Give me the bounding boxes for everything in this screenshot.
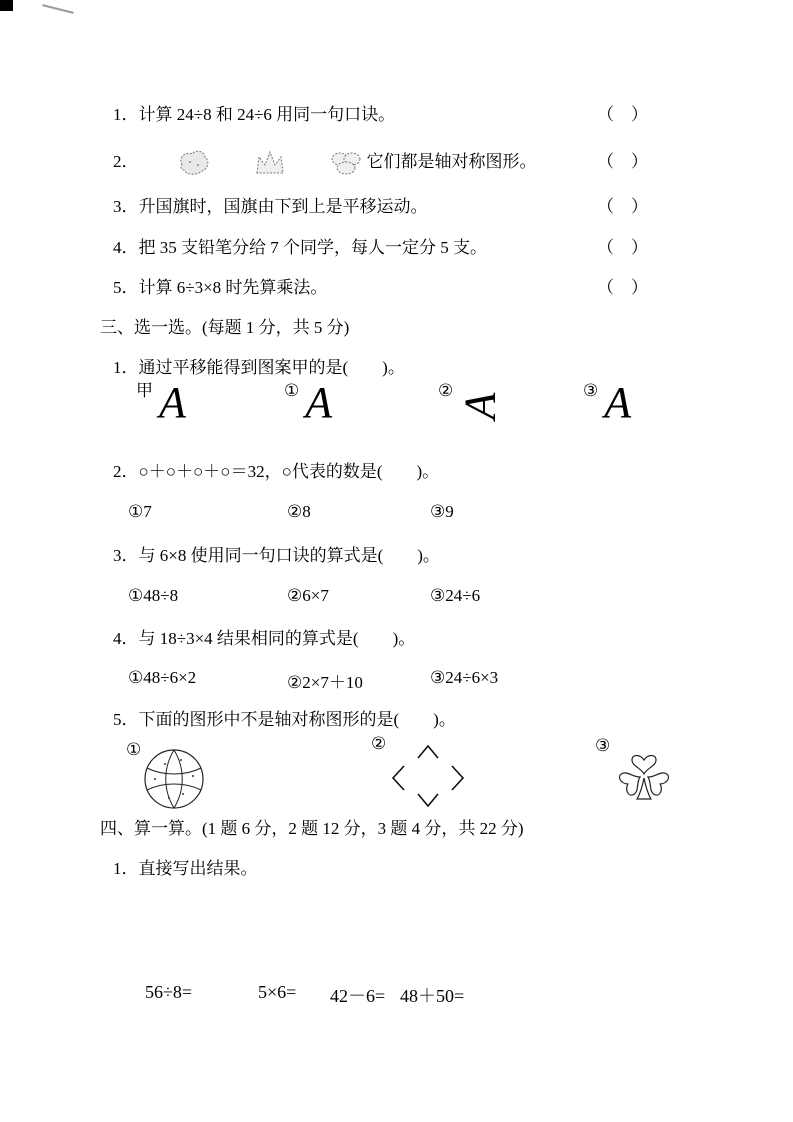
judge-item-5-text (113, 277, 327, 299)
question-4-1: 1．直接写出结果。 (113, 859, 258, 878)
calc-expression: 5×6= (258, 982, 297, 1002)
figure-label: ③ (595, 736, 611, 755)
question-3-4-options (128, 668, 688, 692)
scan-scratch-artifact (42, 4, 74, 14)
section-3-title: 三、选一选。(每题 1 分，共 5 分) (100, 318, 350, 337)
judge-item-5 (113, 277, 648, 299)
option-3: ③24÷6×3 (430, 668, 499, 687)
judge-item-4-text (113, 237, 487, 259)
calc-expression: 48＋50= (400, 986, 465, 1006)
chevron-diamond-icon (388, 742, 468, 810)
question-3-3-options (128, 586, 688, 610)
judge-item-2-text (113, 125, 537, 199)
figure-label: ② (438, 381, 454, 400)
question-3-2-options (128, 502, 688, 526)
letter-a-figure: A (604, 378, 632, 427)
item-number: 2． (113, 152, 139, 171)
figure-label: ② (371, 734, 387, 753)
option-2: ②6×7 (287, 586, 329, 605)
item-statement: 它们都是轴对称图形。 (366, 152, 537, 171)
figure-label: 甲 (136, 381, 153, 400)
calc-expressions-row (100, 982, 700, 1006)
figure-clover (595, 736, 676, 802)
beachball-icon (143, 748, 205, 810)
calc-expression: 42－6= (330, 986, 386, 1006)
judge-item-3 (113, 196, 648, 218)
section-4-title: 四、算一算。(1 题 6 分，2 题 12 分，3 题 4 分，共 22 分) (100, 819, 524, 838)
judge-item-1 (113, 104, 648, 126)
item-number: 5． (113, 278, 139, 297)
figure-option-2 (438, 381, 505, 435)
symmetry-sketch-blob-icon (142, 125, 212, 199)
option-1: ①48÷6×2 (128, 668, 197, 687)
figure-label: ① (126, 740, 142, 759)
letter-a-figure: A (159, 378, 186, 427)
item-number: 1． (113, 105, 139, 124)
option-3: ③24÷6 (430, 586, 481, 605)
figure-chevron-diamond (371, 734, 468, 810)
judge-item-4 (113, 237, 648, 259)
option-3: ③9 (430, 502, 454, 521)
question-3-3: 3．与 6×8 使用同一句口诀的算式是( )。 (113, 546, 440, 565)
scan-corner-artifact (0, 0, 13, 11)
option-2: ②8 (287, 502, 311, 521)
question-3-5: 5．下面的图形中不是轴对称图形的是( )。 (113, 710, 456, 729)
figure-sample-jia (136, 378, 186, 440)
figure-option-1 (284, 378, 333, 440)
letter-a-figure: A (305, 378, 333, 427)
item-statement: 计算 6÷3×8 时先算乘法。 (138, 278, 328, 297)
judge-item-2 (113, 144, 648, 180)
figure-label: ③ (583, 381, 599, 400)
answer-parentheses: （ ） (597, 152, 648, 171)
clover-icon (612, 744, 676, 802)
option-2: ②2×7＋10 (287, 673, 363, 692)
symmetry-sketch-crown-icon (218, 125, 288, 199)
question-3-4: 4．与 18÷3×4 结果相同的算式是( )。 (113, 629, 416, 648)
symmetry-sketch-flower-icon (294, 125, 364, 199)
figure-option-3 (583, 378, 632, 440)
item-number: 4． (113, 238, 139, 257)
answer-parentheses: （ ） (597, 197, 648, 216)
answer-parentheses: （ ） (597, 105, 648, 124)
calc-expression: 56÷8= (145, 982, 193, 1002)
answer-parentheses: （ ） (597, 238, 648, 257)
item-number: 3． (113, 197, 139, 216)
option-1: ①48÷8 (128, 586, 179, 605)
item-statement: 计算 24÷8 和 24÷6 用同一句口诀。 (138, 105, 396, 124)
letter-a-rotated-figure: A (455, 392, 505, 420)
judge-item-1-text (113, 104, 395, 126)
answer-parentheses: （ ） (597, 278, 648, 297)
figure-label: ① (284, 381, 300, 400)
item-statement: 把 35 支铅笔分给 7 个同学，每人一定分 5 支。 (138, 238, 487, 257)
question-3-2: 2．○＋○＋○＋○＝32，○代表的数是( )。 (113, 462, 440, 481)
figure-beachball (126, 740, 205, 810)
judge-item-3-text (113, 196, 428, 218)
item-statement: 升国旗时，国旗由下到上是平移运动。 (138, 197, 428, 216)
question-3-1: 1．通过平移能得到图案甲的是( )。 (113, 358, 405, 377)
option-1: ①7 (128, 502, 152, 521)
